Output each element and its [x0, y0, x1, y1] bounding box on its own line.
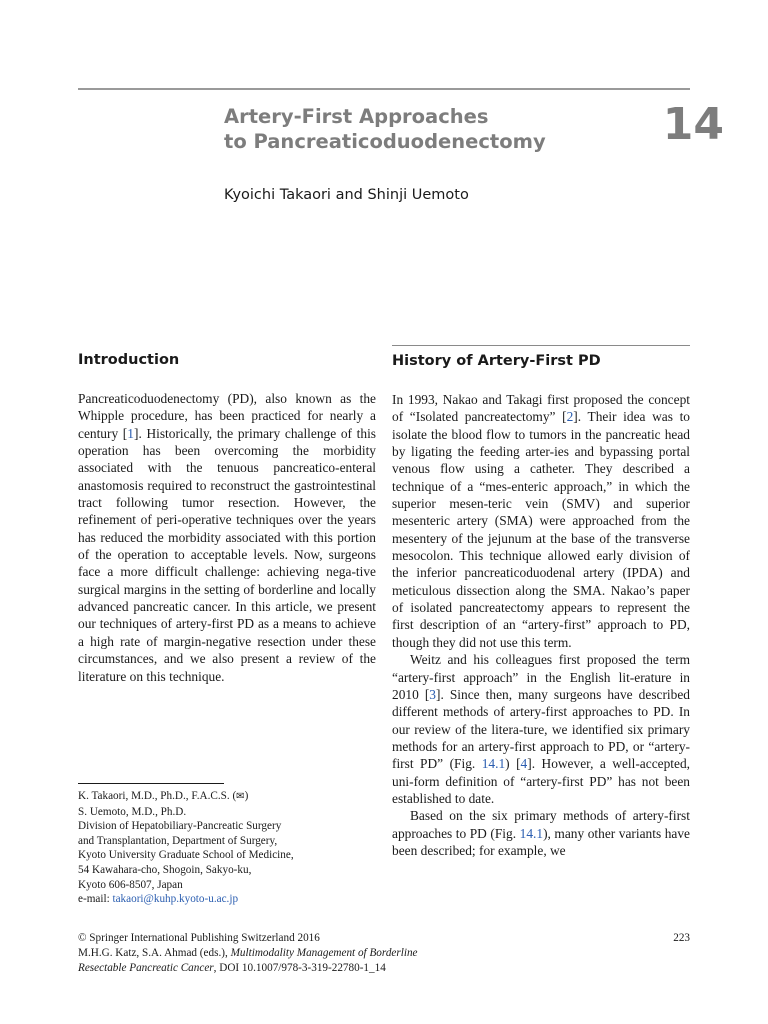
email-link[interactable]: takaori@kuhp.kyoto-u.ac.jp: [112, 893, 239, 906]
figure-link-14-1-second[interactable]: 14.1: [519, 825, 544, 841]
chapter-title-line-1: Artery-First Approaches: [224, 105, 489, 128]
citation-link-1[interactable]: 1: [127, 425, 134, 441]
page-number: 223: [673, 932, 690, 944]
introduction-section: [78, 348, 376, 685]
top-rule: [78, 88, 690, 90]
author-footnote: K. Takaori, M.D., Ph.D., F.A.C.S. (✉) S. Uemoto, M.D., Ph.D. Division of Hepatobiliary-Pancreatic Surgery and Transplantation, Department of Surgery, Kyoto University Graduate School of Medicine, 54 Kawahara-cho, Shogoin, Sakyo-ku, Kyoto 606-8507, Japan e-mail: takaori@kuhp.kyoto-u.ac.jp: [78, 790, 294, 906]
citation-link-2[interactable]: 2: [566, 409, 574, 425]
chapter-authors: Kyoichi Takaori and Shinji Uemoto: [224, 187, 469, 203]
publication-info: [78, 931, 690, 976]
citation-link-4[interactable]: 4: [520, 756, 528, 772]
footnote-rule: [78, 783, 224, 784]
history-paragraph-1: In 1993, Nakao and Takagi first proposed the concept of “Isolated pancreatectomy” [2]. Their idea was to isolate the blood flow to tumors in the pancreatic head by ligating the feeding arter-ies and bypassing portal venous flow using a catheter. They described a technique of a “mes-enteric approach,” in which the superior mesen-teric vein (SMV) and superior mesenteric artery (SMA) were approached from the mesentery of the jejunum at the base of the transverse mesocolon. This technique allowed early division of the inferior pancreaticoduodenal artery (IPDA) and meticulous dissection along the SMA. Nakao’s paper of isolated pancreatectomy appears to represent the first description of an “artery-first” approach to PD, though they did not use this term.: [392, 392, 690, 650]
copyright-line: © Springer International Publishing Switzerland 2016: [78, 932, 320, 944]
introduction-paragraph: Pancreaticoduodenectomy (PD), also known as the Whipple procedure, has been practiced for nearly a century [1]. Historically, the primary challenge of this operation has been overcoming the morbidity associated with the tenuous pancreatico-enteral anastomosis required to reconstruct the gastrointestinal tract following tumor resection. However, the refinement of peri-operative techniques over the years has reduced the morbidity associated with this portion of the operation to acceptable levels. Now, surgeons face a more difficult challenge: achieving nega-tive surgical margins in the setting of borderline and locally advanced pancreatic cancer. In this article, we present our techniques of artery-first PD as a means to achieve a high rate of margin-negative resection under these circumstances, and we also present a review of the literature on this technique.: [78, 391, 376, 684]
history-section: [392, 345, 690, 859]
citation-link-3[interactable]: 3: [429, 686, 436, 702]
introduction-heading: Introduction: [78, 352, 180, 368]
editors-line: M.H.G. Katz, S.A. Ahmad (eds.), Multimodality Management of Borderline: [78, 947, 418, 959]
chapter-number: 14: [662, 99, 724, 150]
history-heading: History of Artery-First PD: [392, 353, 601, 369]
envelope-icon: ✉: [236, 791, 245, 802]
section-rule: [392, 345, 690, 346]
history-paragraph-3: Based on the six primary methods of artery-first approaches to PD (Fig. 14.1), many other variants have been described; for example, we: [392, 808, 690, 858]
doi-line: Resectable Pancreatic Cancer, DOI 10.1007/978-3-319-22780-1_14: [78, 962, 386, 974]
history-paragraph-2: Weitz and his colleagues first proposed the term “artery-first approach” in the English lit-erature in 2010 [3]. Since then, many surgeons have described different methods of artery-first approaches to PD. In our review of the litera-ture, we identified six primary methods for an artery-first approach to PD, or “artery-first PD” (Fig. 14.1) [4]. However, a well-accepted, uni-form definition of “artery-first PD” has not been established to date.: [392, 652, 690, 806]
figure-link-14-1[interactable]: 14.1: [481, 756, 506, 772]
chapter-title: [224, 104, 644, 154]
chapter-title-line-2: to Pancreaticoduodenectomy: [224, 130, 546, 153]
